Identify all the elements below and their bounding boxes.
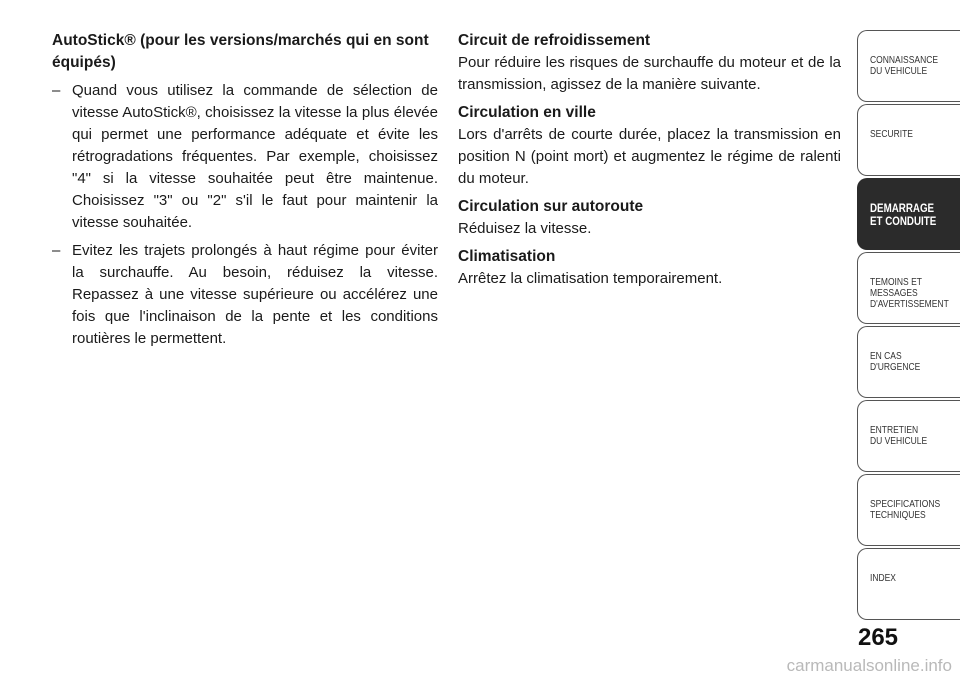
watermark-text: carmanualsonline.info (786, 656, 952, 675)
list-item (52, 240, 438, 350)
section-text: Pour réduire les risques de surchauffe du moteur et de la transmission, agissez de la manière suivante. (458, 54, 841, 93)
right-column (458, 30, 841, 296)
tab-specifications-techniques[interactable] (857, 474, 960, 546)
tab-securite[interactable] (857, 104, 960, 176)
left-column (52, 30, 438, 350)
tab-label: SPECIFICATIONS TECHNIQUES (870, 499, 941, 521)
tab-label: DEMARRAGE ET CONDUITE (870, 203, 937, 228)
section-cooling (458, 30, 841, 96)
tab-label: TEMOINS ET MESSAGES D'AVERTISSEMENT (870, 277, 949, 310)
section-heading: Climatisation (458, 248, 556, 265)
section-heading-autostick: AutoStick® (pour les versions/marchés qui en sont équipés) (52, 32, 429, 71)
section-heading: Circuit de refroidissement (458, 32, 651, 49)
section-text: Arrêtez la climatisation temporairement. (458, 270, 723, 287)
section-air-conditioning (458, 246, 841, 290)
section-highway (458, 196, 841, 240)
tab-label: CONNAISSANCE DU VEHICULE (870, 55, 939, 77)
section-text: Réduisez la vitesse. (458, 220, 592, 237)
section-heading: Circulation en ville (458, 104, 596, 121)
tab-connaissance-du-vehicule[interactable] (857, 30, 960, 102)
chapter-tabs (857, 30, 960, 622)
section-city (458, 102, 841, 190)
tab-label: INDEX (870, 573, 896, 584)
dash-bullet: – (52, 242, 61, 259)
tab-en-cas-d-urgence[interactable] (857, 326, 960, 398)
tab-demarrage-et-conduite[interactable] (857, 178, 960, 250)
tab-label: SECURITE (870, 129, 913, 140)
dash-bullet: – (52, 82, 61, 99)
section-text: Lors d'arrêts de courte durée, placez la transmission en position N (point mort) et augmentez le régime de ralenti du moteur. (458, 126, 841, 187)
tab-index[interactable] (857, 548, 960, 620)
section-heading: Circulation sur autoroute (458, 198, 644, 215)
list-item (52, 80, 438, 234)
tab-temoins-et-messages[interactable] (857, 252, 960, 324)
list-item-text: Quand vous utilisez la commande de sélection de vitesse AutoStick®, choisissez la vitesse la plus élevée qui permet une performance adéquate et évite les rétrogradations fréquentes. Par exemple, choisissez "4" si la vitesse souhaitée peut être maintenue. Choisissez "3" ou "2" s'il le faut pour maintenir la vitesse souhaitée. (72, 82, 438, 231)
list-item-text: Evitez les trajets prolongés à haut régime pour éviter la surchauffe. Au besoin, réduisez la vitesse. Repassez à une vitesse supérieure ou accélérez une fois que l'inclinaison de la pente et les conditions routières le permettent. (72, 242, 438, 347)
tab-label: EN CAS D'URGENCE (870, 351, 921, 373)
page-number: 265 (857, 624, 899, 651)
tab-label: ENTRETIEN DU VEHICULE (870, 425, 928, 447)
tab-entretien-du-vehicule[interactable] (857, 400, 960, 472)
